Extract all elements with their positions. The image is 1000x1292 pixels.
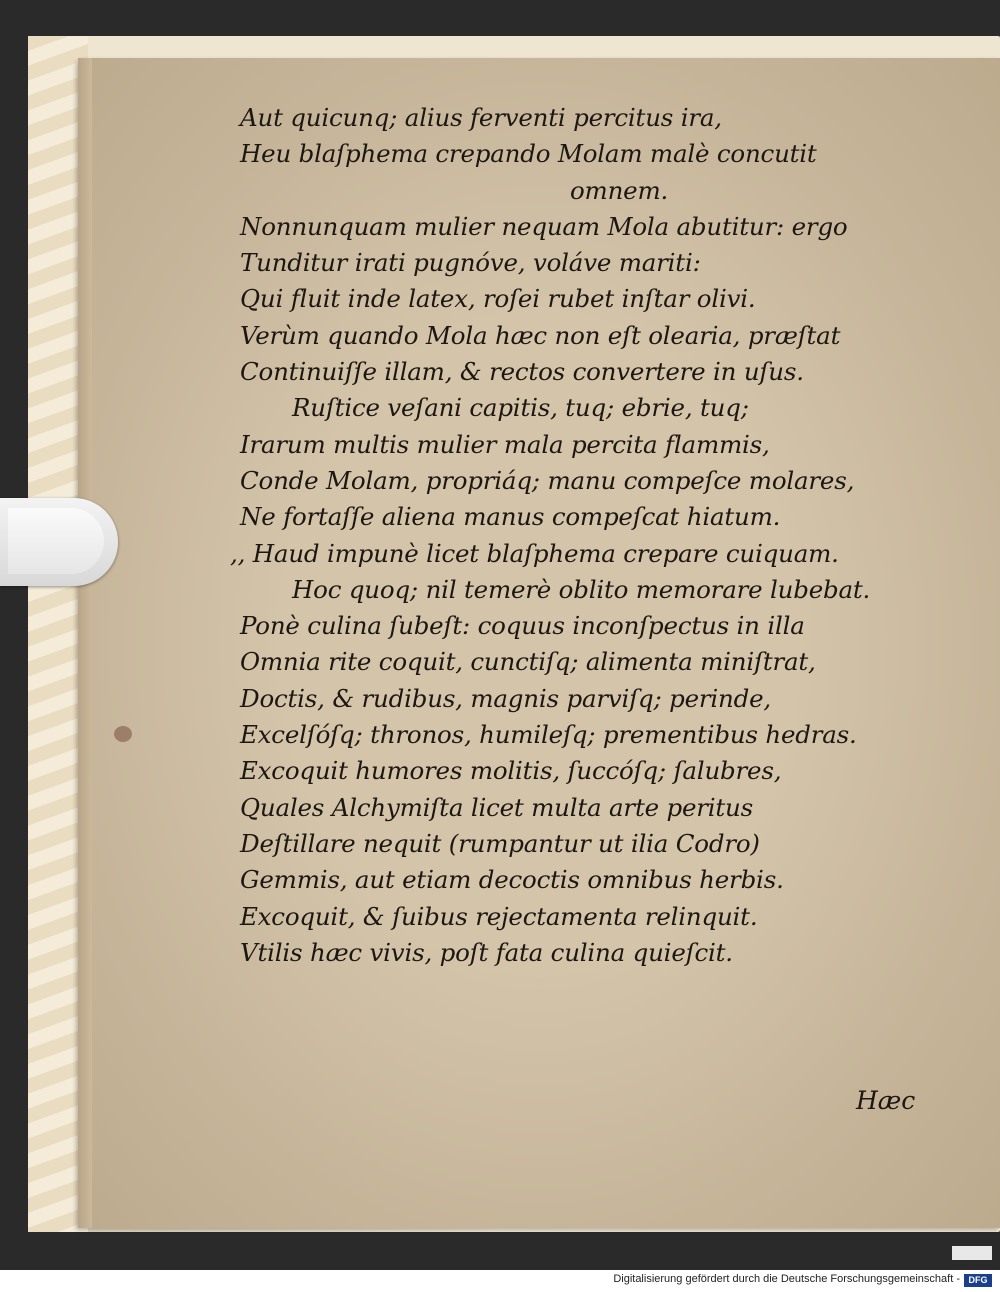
verse-line: Excoquit humores molitis, ſuccóſq; ſalubres,	[240, 756, 782, 786]
verse-line: Ruſtice veſani capitis, tuq; ebrie, tuq;	[292, 393, 749, 423]
verse-line: Irarum multis mulier mala percita flammis,	[240, 429, 770, 459]
funding-notice: Digitalisierung gefördert durch die Deutsche Forschungsgemeinschaft -	[613, 1273, 960, 1285]
scan-corner-label	[952, 1246, 992, 1260]
verse-line: Nonnunquam mulier nequam Mola abutitur: ergo	[240, 211, 848, 241]
verse-line: Conde Molam, propriáq; manu compeſce molares,	[240, 465, 855, 495]
verse-line: Tunditur irati pugnóve, voláve mariti:	[240, 248, 701, 278]
verse-line: Omnia rite coquit, cunctiſq; alimenta miniſtrat,	[240, 647, 816, 677]
page-gutter-shadow	[78, 58, 92, 1228]
verse-line: Excelſóſq; thronos, humileſq; prementibus hedras.	[240, 720, 857, 750]
verse-line: Aut quicunq; alius ferventi percitus ira,	[240, 103, 722, 132]
verse-line: Qui fluit inde latex, roſei rubet inſtar olivi.	[240, 284, 756, 314]
verse-line: Quales Alchymiſta licet multa arte peritus	[240, 792, 754, 822]
verse-line: omnem.	[570, 175, 669, 205]
verse-line: Vtilis hæc vivis, poſt fata culina quieſcit.	[240, 937, 733, 967]
verse-line: Verùm quando Mola hæc non eſt olearia, præſtat	[240, 320, 841, 350]
verse-line: ,, Haud impunè licet blaſphema crepare cuiquam.	[230, 538, 839, 568]
dfg-logo: DFG	[964, 1274, 992, 1287]
page-clip	[0, 498, 118, 586]
page-clip-inner	[8, 508, 104, 574]
verse-line: Gemmis, aut etiam decoctis omnibus herbis.	[240, 865, 784, 895]
verse-line: Ponè culina ſubeſt: coquus inconſpectus in illa	[240, 611, 805, 641]
stain-mark	[114, 726, 132, 742]
poem-text	[230, 100, 940, 971]
verse-line: Hoc quoq; nil temerè oblito memorare lubebat.	[292, 574, 871, 604]
verse-line: Continuiſſe illam, & rectos convertere in uſus.	[240, 357, 804, 387]
verse-line: Ne fortaſſe aliena manus compeſcat hiatum.	[240, 502, 781, 532]
catchword: Hæc	[856, 1086, 916, 1115]
verse-line: Excoquit, & ſuibus rejectamenta relinquit.	[240, 901, 758, 931]
verse-line: Heu blaſphema crepando Molam malè concutit	[240, 139, 817, 169]
verse-line: Doctis, & rudibus, magnis parviſq; perinde,	[240, 683, 772, 713]
verse-line: Deſtillare nequit (rumpantur ut ilia Codro)	[240, 828, 760, 858]
